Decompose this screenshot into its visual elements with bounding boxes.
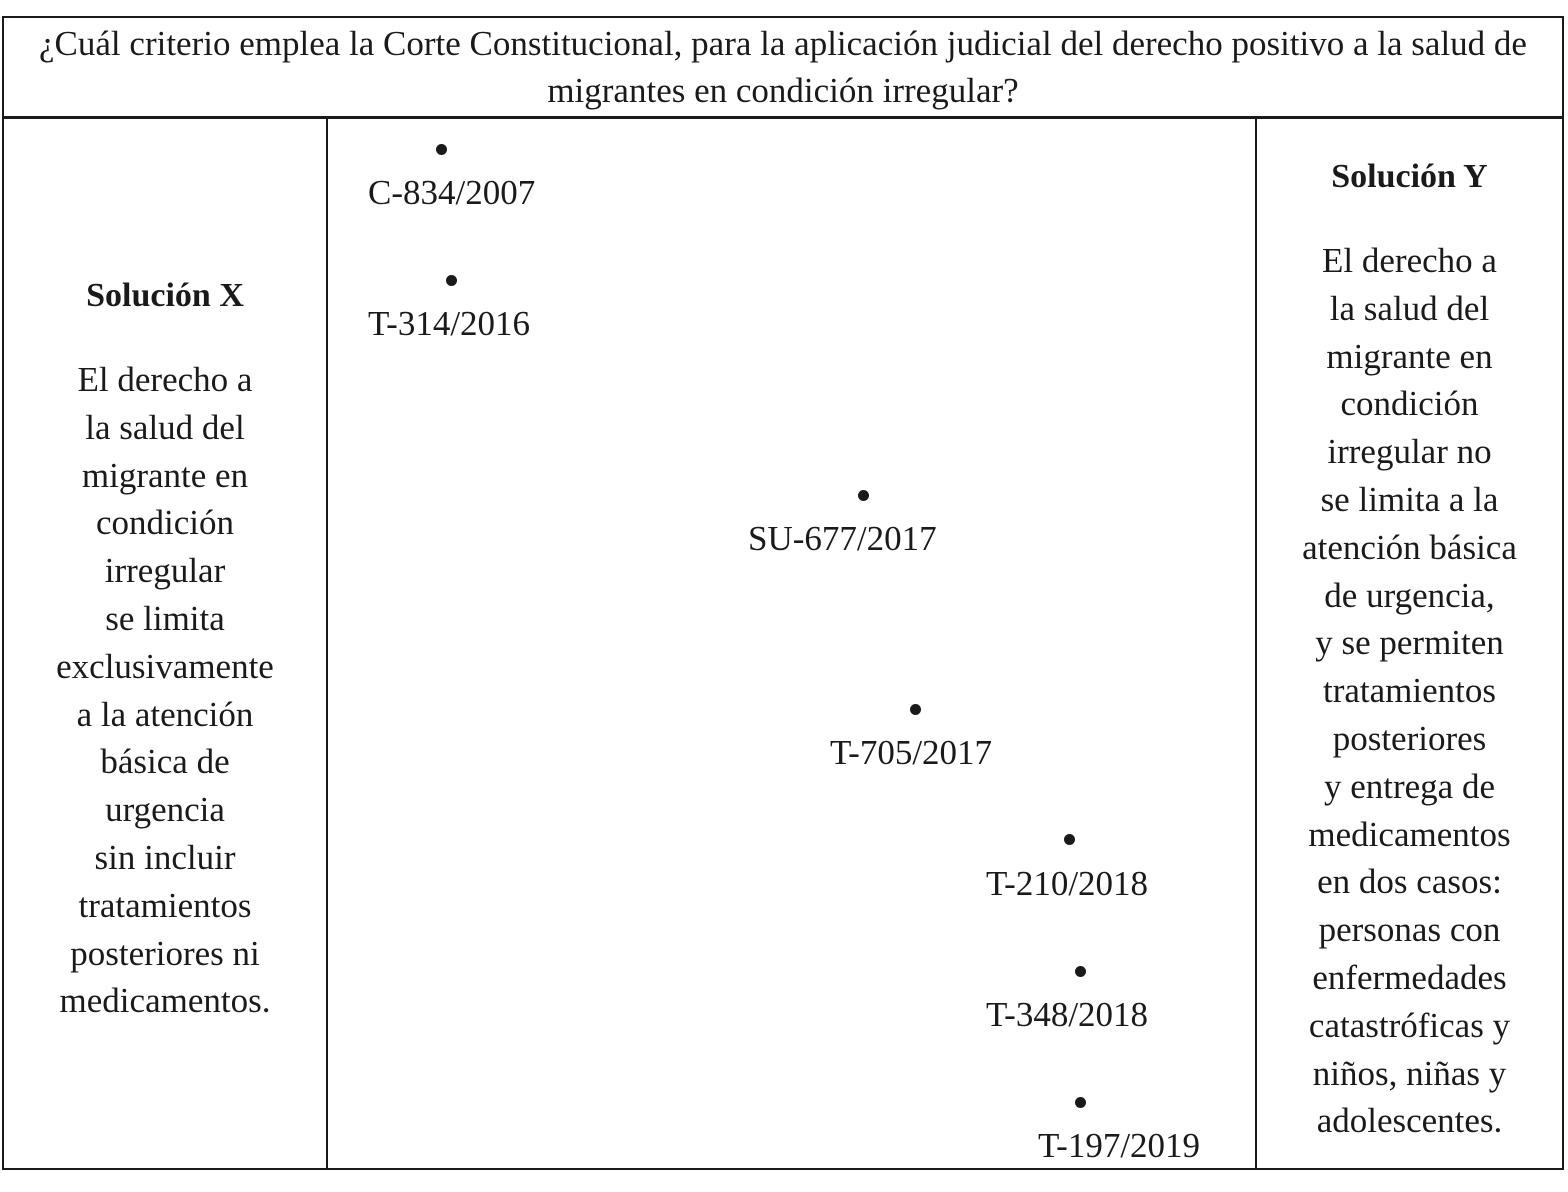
ruling-label-t348-2018: T-348/2018 [986,995,1149,1034]
ruling-label-c834-2007: C-834/2007 [368,173,536,212]
solution-y-column [1255,119,1562,1168]
solution-x-title: Solución X [86,277,244,314]
solution-y-text: El derecho a la salud del migrante en condición irregular no se limita a la atención básica de urgencia, y se permiten tratamientos posteriores y entrega de medicamentos en dos casos: personas con enfermedades catastróficas y niños, niñas y adolescentes. [1302,241,1517,1141]
ruling-marker-t348-2018 [1075,966,1086,977]
ruling-marker-t705-2017 [910,704,921,715]
research-question: ¿Cuál criterio emplea la Corte Constitucional, para la aplicación judicial del derecho positivo a la salud de migrantes en condición irregular? [4,18,1562,119]
rulings-timeline [328,119,1255,1168]
solution-x-text: El derecho a la salud del migrante en condición irregular se limita exclusivamente a la atención básica de urgencia sin incluir tratamientos posteriores ni medicamentos. [56,360,274,1021]
ruling-marker-t210-2018 [1064,834,1075,845]
ruling-label-su677-2017: SU-677/2017 [748,519,937,558]
ruling-label-t197-2019: T-197/2019 [1038,1126,1201,1165]
ruling-marker-t197-2019 [1075,1097,1086,1108]
solution-y-title: Solución Y [1331,158,1488,195]
jurisprudence-chart [2,16,1564,1170]
ruling-label-t705-2017: T-705/2017 [830,733,993,772]
ruling-marker-t314-2016 [446,275,457,286]
ruling-label-t314-2016: T-314/2016 [368,304,531,343]
ruling-marker-su677-2017 [858,490,869,501]
solution-x-column [4,119,328,1168]
ruling-label-t210-2018: T-210/2018 [986,864,1149,903]
ruling-marker-c834-2007 [436,144,447,155]
